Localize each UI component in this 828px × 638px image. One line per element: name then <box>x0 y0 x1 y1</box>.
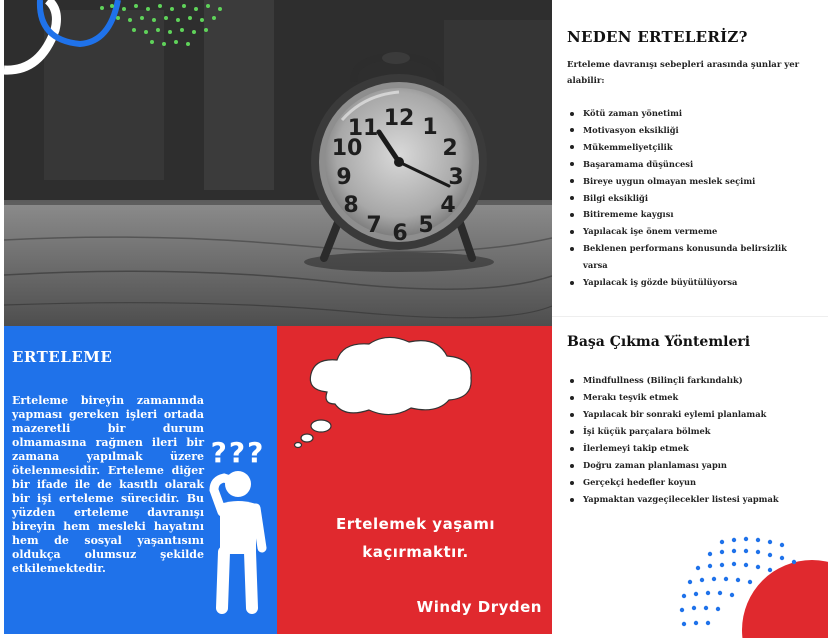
list-item: Yapmaktan vazgeçilecekler listesi yapmak <box>566 491 806 508</box>
clock-number: 5 <box>418 213 434 238</box>
clock-number: 2 <box>442 136 458 161</box>
list-item: Beklenen performans konusunda belirsizlik varsa <box>566 240 806 274</box>
list-item: Merakı teşvik etmek <box>566 389 806 406</box>
list-item: Mükemmeliyetçilik <box>566 139 806 156</box>
list-item: Doğru zaman planlaması yapın <box>566 457 806 474</box>
list-item: Mindfullness (Bilinçli farkındalık) <box>566 372 806 389</box>
coping-title: Başa Çıkma Yöntemleri <box>567 334 751 350</box>
list-item: Kötü zaman yönetimi <box>566 105 806 122</box>
list-item: Motivasyon eksikliği <box>566 122 806 139</box>
clock-number: 10 <box>331 136 363 161</box>
clock-number: 9 <box>336 165 352 190</box>
clock-number: 12 <box>383 106 415 131</box>
list-item: Yapılacak iş gözde büyütülüyorsa <box>566 274 806 291</box>
list-item: Bitirememe kaygısı <box>566 206 806 223</box>
clock-number: 3 <box>448 165 464 190</box>
clock-number: 11 <box>347 116 379 141</box>
clock-number: 4 <box>440 193 456 218</box>
decorative-rings <box>0 0 240 80</box>
decorative-dots <box>672 530 828 638</box>
quote-panel <box>277 326 552 634</box>
reasons-intro: Erteleme davranışı sebepleri arasında şunlar yer alabilir: <box>567 60 800 86</box>
definition-text: Erteleme bireyin zamanında yapması gereken işleri ortada mazeretli bir durum olmamasına rağmen ileri bir zamana yapılmak üzere ötelenmesidir. Erteleme diğer bir ifade ile de kasıtlı olarak bir işi erteleme sürecidir. Bu yüzden erteleme davranışı bireyin hem mesleki hayatını hem de sosyal yaşantısını oldukça olumsuz şekilde etkilemektedir. <box>12 394 204 575</box>
reasons-list <box>566 105 806 291</box>
list-item: Başaramama düşüncesi <box>566 156 806 173</box>
clock-number: 8 <box>343 193 359 218</box>
coping-list <box>566 372 806 508</box>
list-item: Gerçekçi hedefler koyun <box>566 474 806 491</box>
list-item: Bireye uygun olmayan meslek seçimi <box>566 173 806 190</box>
list-item: Yapılacak işe önem vermeme <box>566 223 806 240</box>
quote-line-1: Ertelemek yaşamı <box>335 515 496 533</box>
list-item: Yapılacak bir sonraki eylemi planlamak <box>566 406 806 423</box>
clock-number: 6 <box>392 221 408 246</box>
quote-author: Windy Dryden <box>416 598 542 616</box>
confused-person-icon <box>200 426 276 616</box>
question-marks: ??? <box>210 436 266 469</box>
definition-panel <box>4 326 277 634</box>
quote-text <box>293 510 538 566</box>
quote-line-2: kaçırmaktır. <box>362 543 469 561</box>
definition-title: ERTELEME <box>12 348 113 366</box>
list-item: Bilgi eksikliği <box>566 190 806 207</box>
clock-number: 1 <box>422 115 438 140</box>
list-item: İşi küçük parçalara bölmek <box>566 423 806 440</box>
reasons-title: NEDEN ERTELERİZ? <box>567 28 748 46</box>
divider <box>552 316 828 317</box>
thought-bubble-icon <box>287 330 487 450</box>
clock-number: 7 <box>366 213 382 238</box>
list-item: İlerlemeyi takip etmek <box>566 440 806 457</box>
